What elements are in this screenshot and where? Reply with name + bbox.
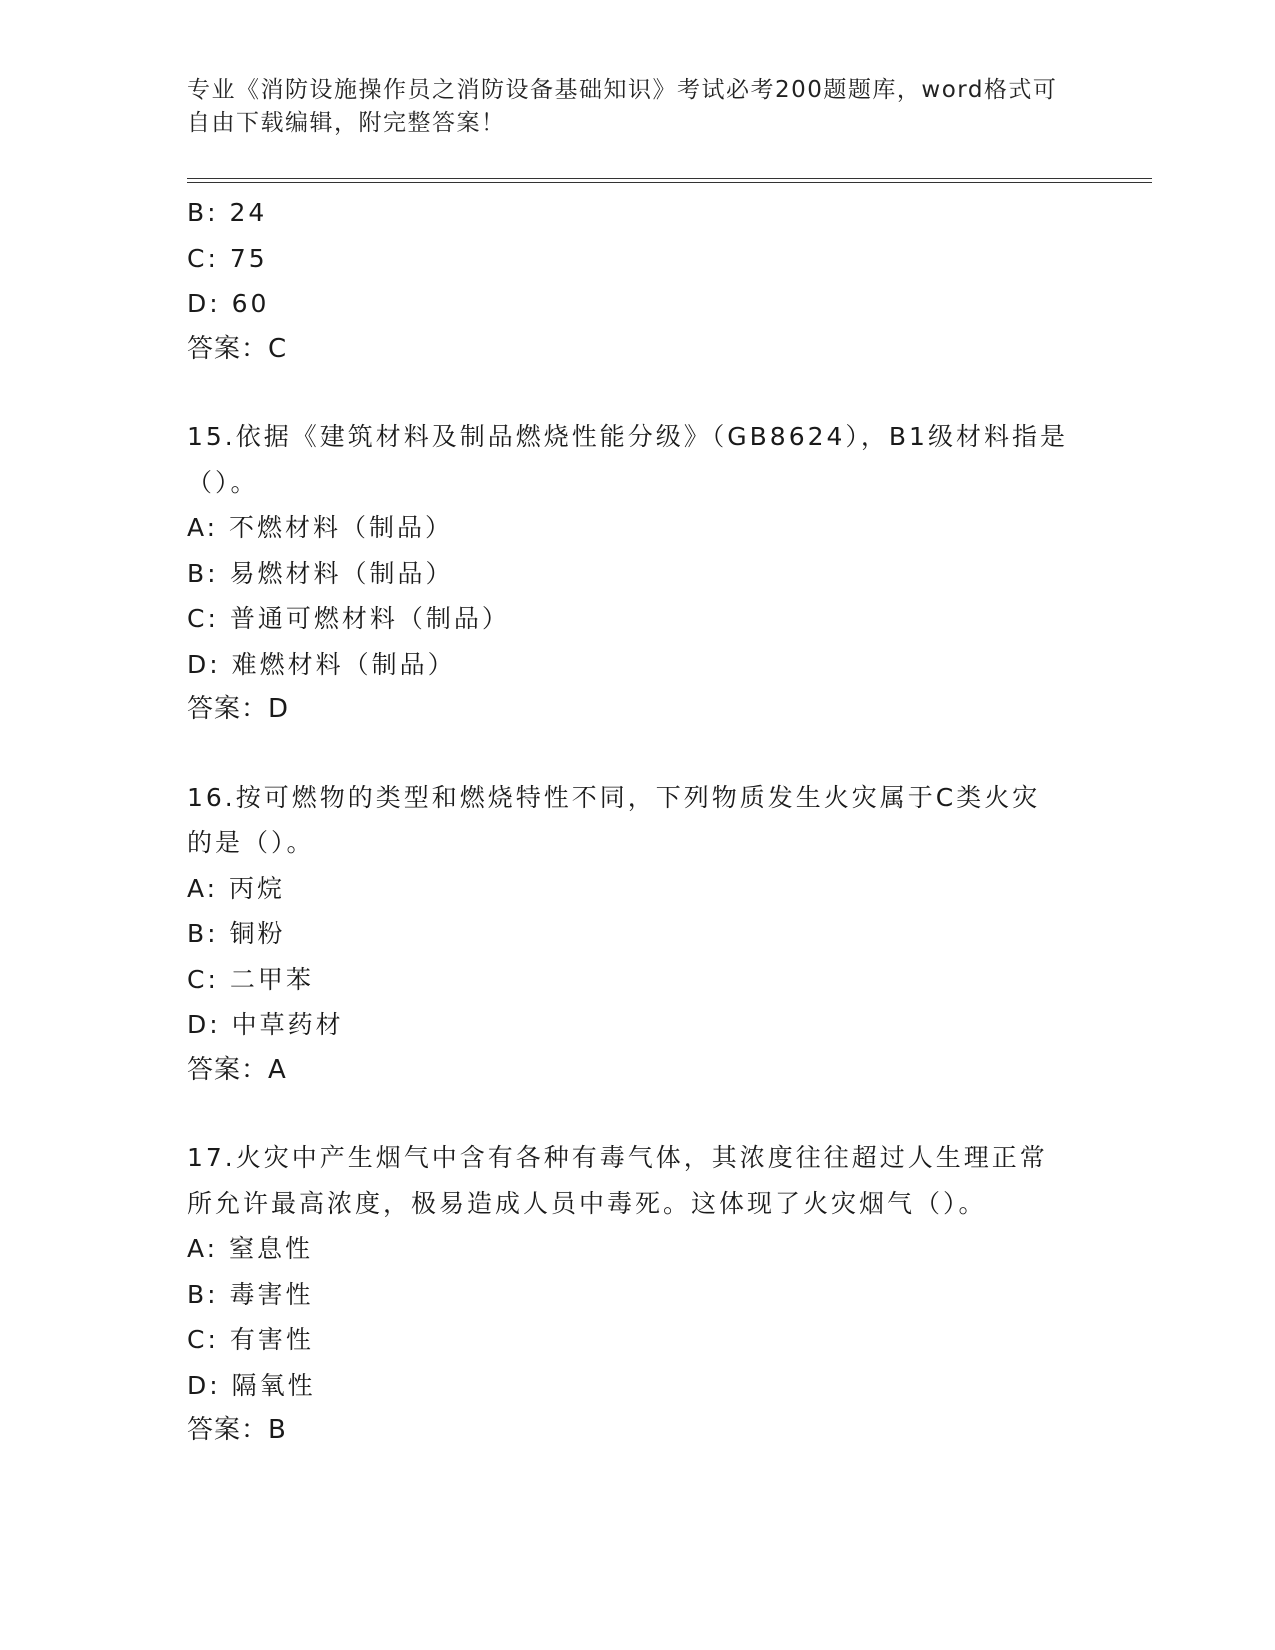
option-d: D: 60 [187,289,270,318]
question-block-continued [187,190,1087,372]
option-d: D: 隔氧性 [187,1370,316,1400]
question-block-17 [187,1135,1087,1454]
option-a: A: 窒息性 [187,1234,314,1263]
option-b: B: 铜粉 [187,919,286,948]
option-c: C: 普通可燃材料（制品） [187,604,510,633]
answer-line: 答案：A [187,1054,287,1085]
question-stem-line-1: 16.按可燃物的类型和燃烧特性不同，下列物质发生火灾属于C类火灾 [187,782,1041,812]
option-c: C: 75 [187,243,268,273]
option-d: D: 难燃材料（制品） [187,649,456,679]
document-header [187,74,1077,140]
spacer [187,733,1087,775]
header-title-line-1: 专业《消防设施操作员之消防设备基础知识》考试必考200题题库，word格式可 [187,77,1058,103]
answer-line: 答案：C [187,333,288,364]
question-stem-line-1: 17.火灾中产生烟气中含有各种有毒气体，其浓度往往超过人生理正常 [187,1143,1048,1172]
option-a: A: 不燃材料（制品） [187,513,454,542]
option-b: B: 易燃材料（制品） [187,558,454,588]
option-b: B: 24 [187,198,268,227]
question-stem-line-2: 所允许最高浓度，极易造成人员中毒死。这体现了火灾烟气（）。 [187,1188,987,1218]
answer-line: 答案：D [187,694,290,724]
option-d: D: 中草药材 [187,1010,344,1039]
question-block-16 [187,775,1087,1094]
option-c: C: 二甲苯 [187,964,314,994]
document-body [187,190,1087,1454]
option-c: C: 有害性 [187,1325,314,1354]
question-stem-line-2: 的是（）。 [187,828,315,857]
spacer [187,1093,1087,1135]
question-stem-line-1: 15.依据《建筑材料及制品燃烧性能分级》（GB8624），B1级材料指是 [187,422,1068,451]
header-title-line-2: 自由下载编辑，附完整答案！ [187,110,506,136]
option-b: B: 毒害性 [187,1279,314,1309]
answer-line: 答案：B [187,1415,287,1445]
question-block-15 [187,414,1087,733]
header-divider [187,178,1152,183]
question-stem-line-2: （）。 [187,467,259,497]
option-a: A: 丙烷 [187,873,286,903]
spacer [187,372,1087,414]
